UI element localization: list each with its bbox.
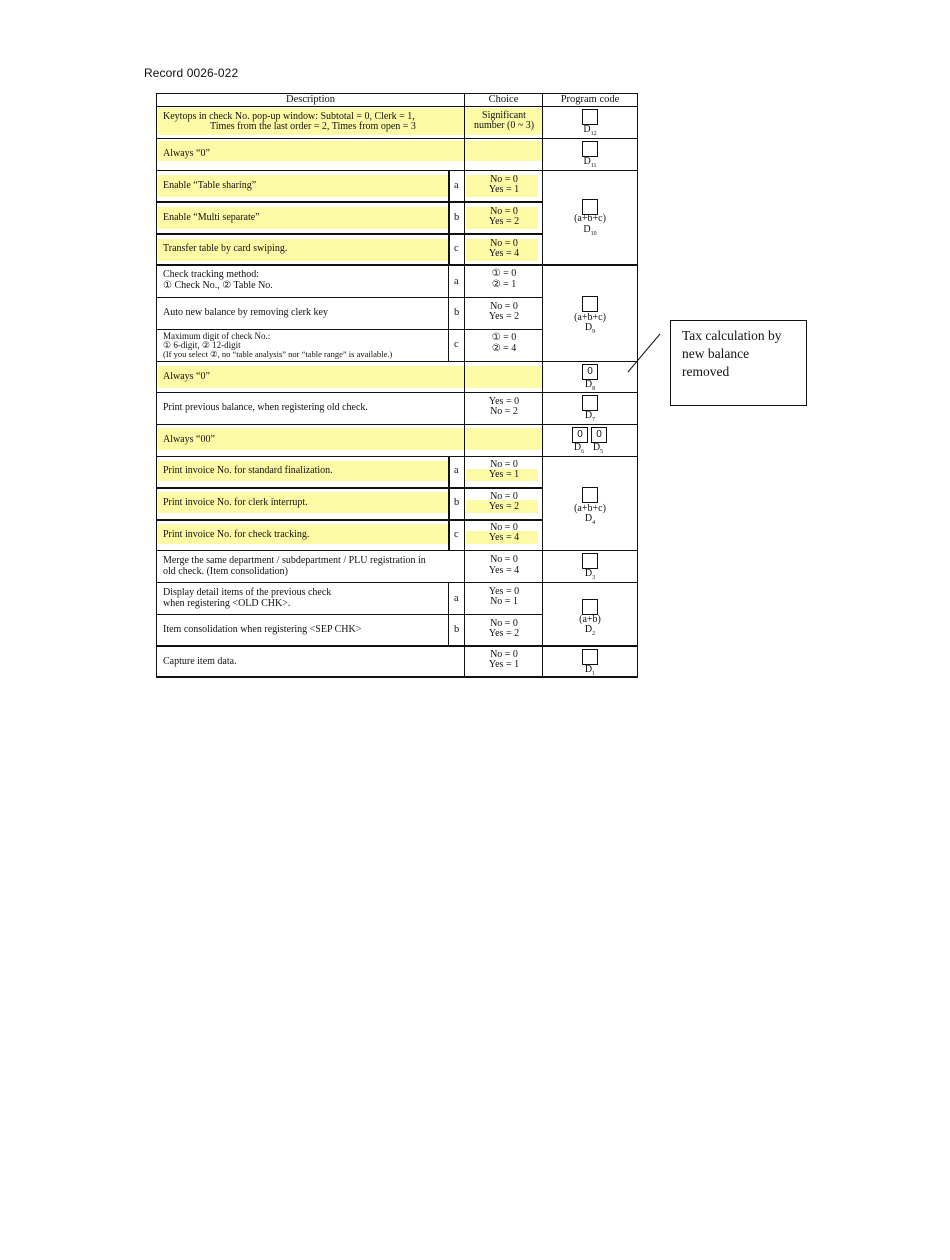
row-choice: No = 2 bbox=[490, 406, 518, 417]
digit-label-text: $D_4$ bbox=[584, 513, 596, 526]
row-choice: No = 0 bbox=[490, 618, 518, 629]
sub-letter: b bbox=[454, 497, 460, 508]
digit-box[interactable]: 0 bbox=[591, 427, 607, 443]
row-description: (If you select ②, no “table analysis” nor “table range” is available.) bbox=[163, 349, 393, 359]
row-choice: Yes = 4 bbox=[488, 248, 520, 259]
row-description: Maximum digit of check No.: bbox=[163, 331, 271, 341]
row-description: Print invoice No. for check tracking. bbox=[163, 529, 310, 540]
formula: (a+b+c) bbox=[574, 503, 606, 514]
digit-label-text: $D_{10}$ bbox=[583, 224, 597, 237]
digit-label-text: $D_2$ bbox=[584, 624, 596, 637]
row-choice: No = 0 bbox=[490, 522, 518, 533]
row-description: Item consolidation when registering <SEP CHK> bbox=[163, 624, 362, 635]
note-line: new balance bbox=[682, 346, 750, 361]
digit-label-text: $D_8$ bbox=[584, 379, 596, 392]
row-description: Always “00” bbox=[163, 434, 215, 445]
row-choice: No = 0 bbox=[490, 459, 518, 470]
sub-letter: a bbox=[454, 465, 459, 476]
row-choice: ① = 0 bbox=[491, 268, 517, 279]
row-choice: No = 0 bbox=[490, 554, 518, 565]
sub-letter: b bbox=[454, 307, 460, 318]
row-description: Transfer table by card swiping. bbox=[163, 243, 288, 254]
digit-label-text: $D_7$ bbox=[584, 410, 596, 423]
header-description: Description bbox=[286, 94, 335, 105]
digit-label-text: $D_{11}$ bbox=[583, 156, 597, 169]
row-choice: No = 0 bbox=[490, 301, 518, 312]
sub-letter: a bbox=[454, 180, 459, 191]
row-choice: Yes = 1 bbox=[488, 184, 520, 195]
row-description: Print invoice No. for clerk interrupt. bbox=[163, 497, 308, 508]
row-choice: Yes = 2 bbox=[488, 311, 520, 322]
sub-letter: a bbox=[454, 593, 459, 604]
row-choice: Yes = 2 bbox=[488, 501, 520, 512]
row-choice: No = 0 bbox=[490, 649, 518, 660]
row-description: Keytops in check No. pop-up window: Subtotal = 0, Clerk = 1, bbox=[163, 111, 415, 122]
row-choice: No = 1 bbox=[490, 596, 518, 607]
sub-letter: c bbox=[454, 243, 459, 254]
header-choice: Choice bbox=[488, 94, 519, 105]
row-choice: Yes = 2 bbox=[488, 216, 520, 227]
note-line: Tax calculation by bbox=[682, 328, 782, 343]
row-choice: number (0 ~ 3) bbox=[473, 120, 535, 131]
digit-label-text: $D_6$ bbox=[573, 442, 585, 455]
row-choice: No = 0 bbox=[490, 174, 518, 185]
row-description: Capture item data. bbox=[163, 656, 237, 667]
digit-box[interactable]: 0 bbox=[582, 364, 598, 380]
row-choice: Yes = 4 bbox=[488, 565, 520, 576]
row-description: Print previous balance, when registering old check. bbox=[163, 402, 368, 413]
row-description: old check. (Item consolidation) bbox=[163, 566, 288, 577]
row-description: Enable “Multi separate” bbox=[163, 212, 260, 223]
digit-box[interactable]: 0 bbox=[572, 427, 588, 443]
row-description: Always “0” bbox=[163, 371, 210, 382]
row-description: ① Check No., ② Table No. bbox=[163, 280, 273, 291]
row-choice: No = 0 bbox=[490, 206, 518, 217]
row-choice: ① = 0 bbox=[491, 332, 517, 343]
row-description: Auto new balance by removing clerk key bbox=[163, 307, 328, 318]
digit-label-text: $D_3$ bbox=[584, 568, 596, 581]
row-choice: Yes = 1 bbox=[488, 659, 520, 670]
row-choice: Yes = 2 bbox=[488, 628, 520, 639]
record-title: Record 0026-022 bbox=[144, 66, 239, 80]
row-description: Check tracking method: bbox=[163, 269, 260, 280]
sub-letter: a bbox=[454, 276, 459, 287]
row-description: Merge the same department / subdepartment / PLU registration in bbox=[163, 555, 426, 566]
digit-label-text: $D_5$ bbox=[592, 442, 604, 455]
digit-label-text: $D_{12}$ bbox=[583, 124, 597, 137]
row-description: Print invoice No. for standard finalization. bbox=[163, 465, 333, 476]
row-choice: Yes = 0 bbox=[488, 396, 520, 407]
note-line: removed bbox=[682, 364, 730, 379]
row-choice: No = 0 bbox=[490, 238, 518, 249]
row-description: Enable “Table sharing” bbox=[163, 180, 257, 191]
digit-label-text: $D_9$ bbox=[584, 322, 596, 335]
sub-letter: c bbox=[454, 339, 459, 350]
annotation-note bbox=[670, 320, 807, 406]
sub-letter: c bbox=[454, 529, 459, 540]
formula: (a+b+c) bbox=[574, 312, 606, 323]
row-choice: ② = 4 bbox=[491, 343, 517, 354]
row-choice: No = 0 bbox=[490, 491, 518, 502]
header-program-code: Program code bbox=[560, 94, 620, 105]
sub-letter: b bbox=[454, 212, 460, 223]
row-choice: Significant bbox=[482, 110, 526, 121]
row-choice: Yes = 0 bbox=[488, 586, 520, 597]
row-choice: Yes = 4 bbox=[488, 532, 520, 543]
row-description: Always “0” bbox=[163, 148, 210, 159]
sub-letter: b bbox=[454, 624, 460, 635]
row-description: ① 6-digit, ② 12-digit bbox=[163, 340, 241, 350]
formula: (a+b+c) bbox=[574, 213, 606, 224]
row-description: when registering <OLD CHK>. bbox=[163, 598, 291, 609]
row-description: Times from the last order = 2, Times from open = 3 bbox=[210, 121, 416, 132]
row-choice: ② = 1 bbox=[491, 279, 517, 290]
formula: (a+b) bbox=[579, 614, 601, 625]
row-description: Display detail items of the previous check bbox=[163, 587, 332, 598]
digit-label-text: $D_1$ bbox=[584, 664, 596, 677]
row-choice: Yes = 1 bbox=[488, 469, 520, 480]
